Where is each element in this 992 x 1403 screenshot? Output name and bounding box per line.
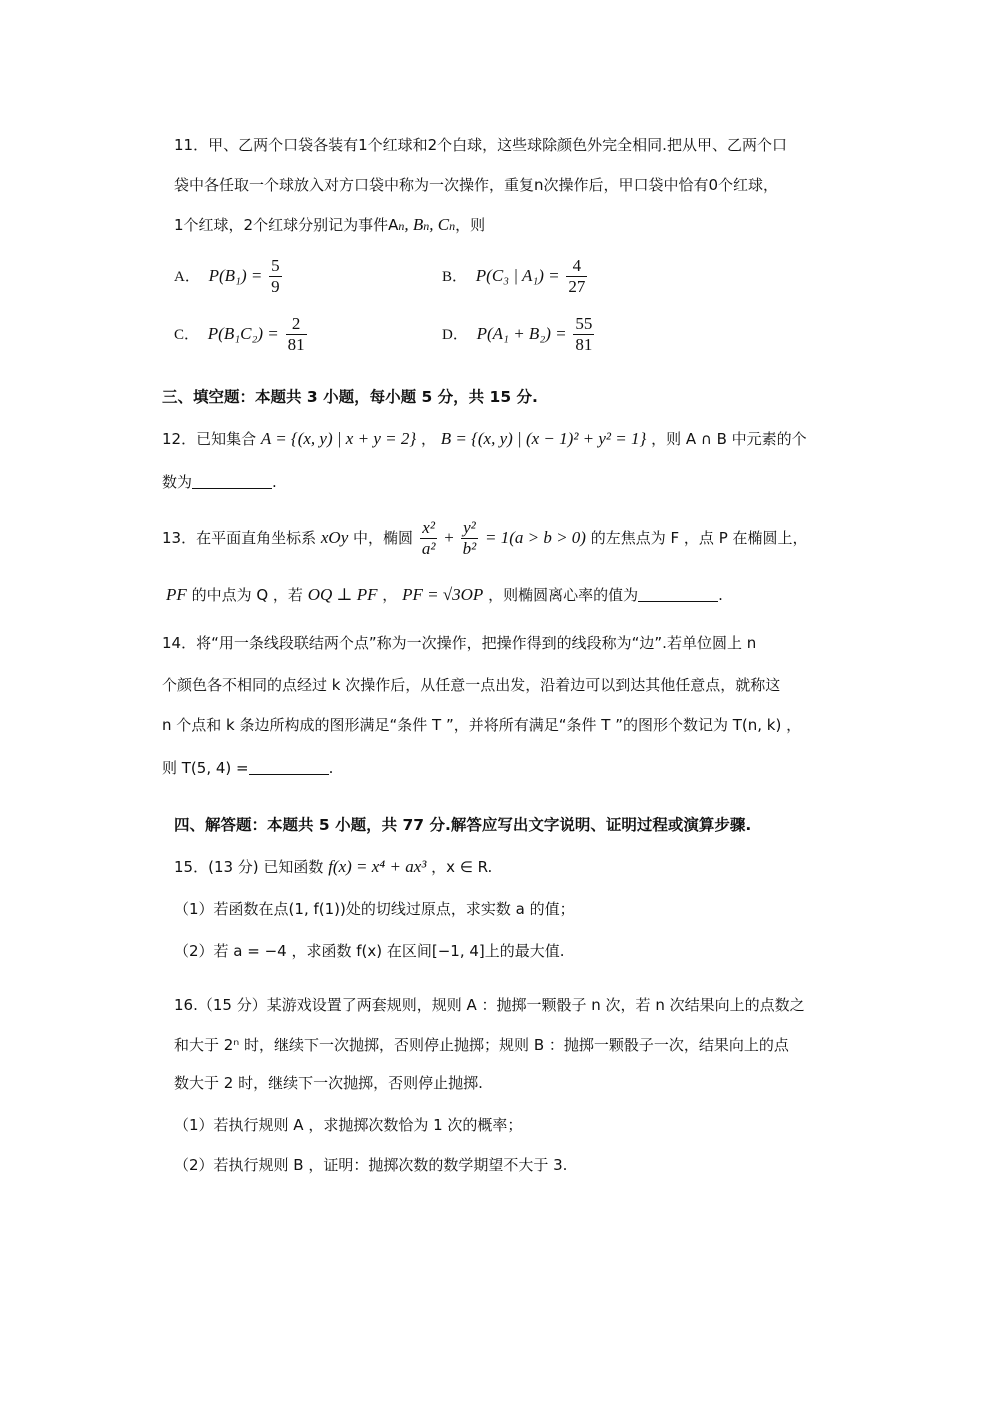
fraction-x: $\frac{\text{x²}}{\text{a²}}$	[421, 518, 436, 558]
q14-line-2: 个颜色各不相同的点经过 k 次操作后，从任意一点出发，沿着边可以到达其他任意点，就称这	[162, 676, 781, 694]
section-4-heading: 四、解答题：本题共 5 小题，共 77 分.解答应写出文字说明、证明过程或演算步骤.	[174, 816, 752, 834]
fraction-y: $\frac{\text{y²}}{\text{b²}}$	[462, 518, 477, 558]
q16-part-1: （1）若执行规则 A ，求抛掷次数恰为 1 次的概率；	[174, 1116, 523, 1134]
fraction: $\frac{5}{9}$	[271, 256, 280, 296]
q11-text-3: 1个红球，2个红球分别记为事件A	[174, 216, 399, 234]
q11-line-2	[174, 178, 778, 193]
q16-part-2: （2）若执行规则 B ，证明：抛掷次数的数学期望不大于 3.	[174, 1156, 568, 1174]
q16-line-1: 16.（15 分）某游戏设置了两套规则，规则 A ：抛掷一颗骰子 n 次，若 n 次结果向上的点数之	[174, 996, 805, 1014]
fraction: $\frac{4}{27}$	[568, 256, 586, 296]
q14-line-4: 则 T(5, 4) = .	[162, 759, 334, 777]
answer-blank	[638, 587, 718, 602]
fraction: $\frac{2}{81}$	[287, 314, 305, 354]
q15-part-2: （2）若 a = −4 ，求函数 f(x) 在区间[−1, 4]上的最大值.	[174, 942, 565, 960]
q14-line-1: 14．将“用一条线段联结两个点”称为一次操作，把操作得到的线段称为“边”.若单位圆上 n	[162, 634, 757, 652]
q15-line-1: 15．(13 分) 已知函数 f(x) = x⁴ + ax³ ，x ∈ R.	[174, 857, 493, 876]
q12-line-1: 12．已知集合 A = {(x, y) | x + y = 2} ， B = {(x, y) | (x − 1)² + y² = 1} ，则 A ∩ B 中元素的个	[162, 429, 807, 448]
q12-line-2: 数为 .	[162, 473, 277, 491]
q11-option-b: B． P(C₃ | A₁) = $\frac{4}{27}$	[442, 256, 586, 296]
fraction: $\frac{55}{81}$	[575, 314, 593, 354]
q11-line-3: 1个红球，2个红球分别记为事件An, Bn, Cn，则	[174, 215, 486, 234]
q13-line-1: 13．在平面直角坐标系 xOy 中，椭圆 $\frac{\text{x²}}{\text{a²}}$ + $\frac{\text{y²}}{\text{b²}}$ = 1(a > b > 0) 的左焦点为 F ，点 P 在椭圆上，	[162, 518, 808, 558]
answer-blank	[192, 474, 272, 489]
q14-line-3: n 个点和 k 条边所构成的图形满足“条件 T ”，并将所有满足“条件 T ”的图形个数记为 T(n, k) ，	[162, 716, 802, 734]
q11-option-c: C． P(B₁C₂) = $\frac{2}{81}$	[174, 314, 305, 354]
q11-line-1	[174, 138, 787, 153]
section-3-heading: 三、填空题：本题共 3 小题，每小题 5 分，共 15 分.	[162, 388, 538, 406]
q11-text-2: 袋中各任取一个球放入对方口袋中称为一次操作，重复n次操作后，甲口袋中恰有0个红球，	[174, 176, 779, 194]
q15-part-1: （1）若函数在点(1, f(1))处的切线过原点，求实数 a 的值；	[174, 900, 575, 918]
set-b: B = {(x, y) | (x − 1)² + y² = 1}	[440, 429, 647, 448]
q11-option-a: A． P(B₁) = $\frac{5}{9}$	[174, 256, 280, 296]
q11-text-3-tail: ，则	[455, 216, 486, 234]
q16-line-2: 和大于 2ⁿ 时，继续下一次抛掷，否则停止抛掷；规则 B ：抛掷一颗骰子一次，结果向上的点	[174, 1036, 789, 1054]
answer-blank	[249, 760, 329, 775]
q16-line-3: 数大于 2 时，继续下一次抛掷，否则停止抛掷.	[174, 1074, 483, 1092]
set-a: A = {(x, y) | x + y = 2}	[260, 429, 417, 448]
q13-line-2: PF 的中点为 Q ，若 OQ ⊥ PF ， PF = √3OP ，则椭圆离心率的值为 .	[166, 585, 723, 604]
q11-text-1: 11．甲、乙两个口袋各装有1个红球和2个白球，这些球除颜色外完全相同.把从甲、乙两个口	[174, 136, 787, 154]
q11-option-d: D． P(A₁ + B₂) = $\frac{55}{81}$	[442, 314, 593, 354]
